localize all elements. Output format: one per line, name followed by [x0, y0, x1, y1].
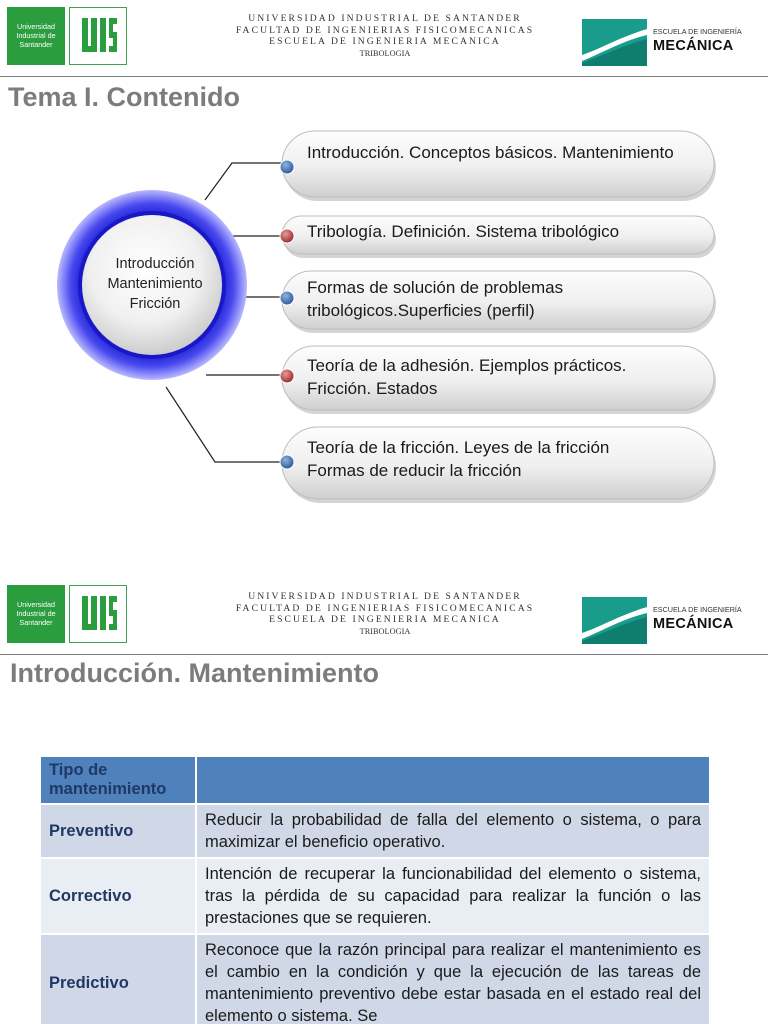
- mecanica-school-label: ESCUELA DE INGENIERÍA: [653, 605, 742, 614]
- mecanica-wave-icon: [582, 597, 647, 644]
- header-line-school: ESCUELA DE INGENIERIA MECANICA: [269, 614, 501, 625]
- topic-item-1: Introducción. Conceptos básicos. Mantenimiento: [307, 143, 674, 162]
- header-line-university: UNIVERSIDAD INDUSTRIAL DE SANTANDER: [248, 13, 522, 24]
- header-line-school: ESCUELA DE INGENIERIA MECANICA: [269, 36, 501, 47]
- bullet-dot-blue-icon: [280, 455, 294, 469]
- header-line-course: TRIBOLOGIA: [359, 48, 411, 58]
- bullet-dot-red-icon: [280, 369, 294, 383]
- hub-label: Introducción Mantenimiento Fricción: [107, 256, 203, 312]
- maintenance-description: Reducir la probabilidad de falla del elemento o sistema, o para maximizar el beneficio operativo.: [196, 804, 710, 858]
- table-row: [41, 804, 710, 858]
- bullet-dot-blue-icon: [280, 160, 294, 174]
- header-divider: [0, 654, 768, 655]
- header-line-faculty: FACULTAD DE INGENIERIAS FISICOMECANICAS: [235, 602, 535, 614]
- uis-emblem-icon: [69, 585, 127, 643]
- table-row: [41, 934, 710, 1024]
- header-line-university: UNIVERSIDAD INDUSTRIAL DE SANTANDER: [248, 591, 522, 602]
- topic-item-4: Teoría de la adhesión. Ejemplos prácticos. Fricción. Estados: [307, 356, 627, 398]
- maintenance-description: Reconoce que la razón principal para realizar el mantenimiento es el cambio en la condición y que la ejecución de las tareas de mantenimiento preventivo debe estar basada en el estado real del elemento o sistema. Se: [196, 934, 710, 1024]
- table-header-row: [41, 757, 710, 804]
- bullet-dot-red-icon: [280, 229, 294, 243]
- topic-item-3: Formas de solución de problemas tribológicos.Superficies (perfil): [307, 278, 564, 320]
- uis-logo: [7, 585, 127, 645]
- table-header-description: [196, 757, 710, 804]
- topic-item-5: Teoría de la fricción. Leyes de la fricción Formas de reducir la fricción: [307, 438, 610, 480]
- mecanica-name: MECÁNICA: [653, 616, 734, 632]
- slide-header: [0, 578, 768, 655]
- table-row: [41, 858, 710, 934]
- uis-name-logo: Universidad Industrial de Santander: [7, 585, 65, 643]
- header-line-course: TRIBOLOGIA: [359, 626, 411, 636]
- maintenance-type: Preventivo: [41, 804, 196, 858]
- mecanica-logo: [582, 597, 762, 645]
- mecanica-name: MECÁNICA: [653, 38, 734, 54]
- header-institution-text: [200, 591, 570, 637]
- maintenance-type: Predictivo: [41, 934, 196, 1024]
- maintenance-type: Correctivo: [41, 858, 196, 934]
- slide-title: Introducción. Mantenimiento: [10, 658, 379, 688]
- topic-item-2: Tribología. Definición. Sistema tribológico: [307, 222, 620, 241]
- maintenance-types-table: [41, 757, 711, 1024]
- maintenance-description: Intención de recuperar la funcionabilidad del elemento o sistema, tras la pérdida de su capacidad para realizar la función o las prestaciones que se requieren.: [196, 858, 710, 934]
- slide-title: Tema I. Contenido: [8, 82, 241, 112]
- uis-name-logo: Universidad Industrial de Santander: [7, 7, 65, 65]
- slide-2: [0, 578, 768, 1024]
- table-header-type: Tipo de mantenimiento: [41, 757, 196, 804]
- header-line-faculty: FACULTAD DE INGENIERIAS FISICOMECANICAS: [235, 24, 535, 36]
- bullet-dot-blue-icon: [280, 291, 294, 305]
- mecanica-school-label: ESCUELA DE INGENIERÍA: [653, 27, 742, 36]
